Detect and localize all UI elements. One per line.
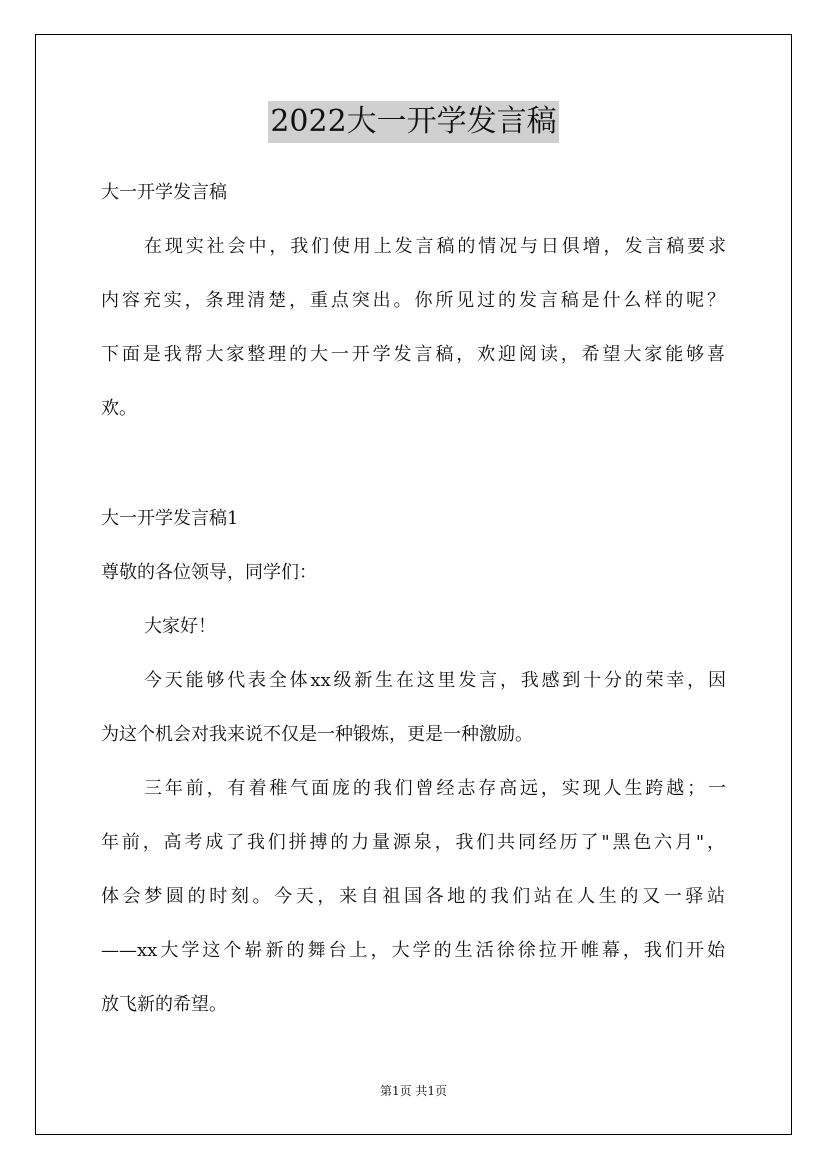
intro-line-3: 下面是我帮大家整理的大一开学发言稿，欢迎阅读，希望大家能够喜	[101, 344, 725, 365]
para2-line-5: 放飞新的希望。	[101, 994, 227, 1015]
para2-line-2: 年前，高考成了我们拼搏的力量源泉，我们共同经历了"黑色六月"，	[101, 832, 725, 853]
para2-line-4: ——xx大学这个崭新的舞台上，大学的生活徐徐拉开帷幕，我们开始	[101, 940, 725, 961]
document-subtitle: 大一开学发言稿	[101, 182, 227, 203]
intro-line-2: 内容充实，条理清楚，重点突出。你所见过的发言稿是什么样的呢？	[101, 290, 725, 311]
para2-line-1: 三年前，有着稚气面庞的我们曾经志存高远，实现人生跨越；一	[144, 778, 726, 799]
document-title: 2022大一开学发言稿	[268, 101, 558, 143]
para2-line-3: 体会梦圆的时刻。今天，来自祖国各地的我们站在人生的又一驿站	[101, 886, 725, 907]
para1-line-1: 今天能够代表全体xx级新生在这里发言，我感到十分的荣幸，因	[144, 670, 726, 691]
intro-line-1: 在现实社会中，我们使用上发言稿的情况与日俱增，发言稿要求	[144, 236, 726, 257]
salutation: 尊敬的各位领导，同学们：	[101, 562, 317, 583]
intro-line-4: 欢。	[101, 398, 137, 419]
para1-line-2: 为这个机会对我来说不仅是一种锻炼，更是一种激励。	[101, 724, 533, 745]
greeting: 大家好！	[144, 616, 216, 637]
section-heading: 大一开学发言稿1	[101, 508, 239, 529]
page-number: 第1页 共1页	[379, 1084, 448, 1098]
